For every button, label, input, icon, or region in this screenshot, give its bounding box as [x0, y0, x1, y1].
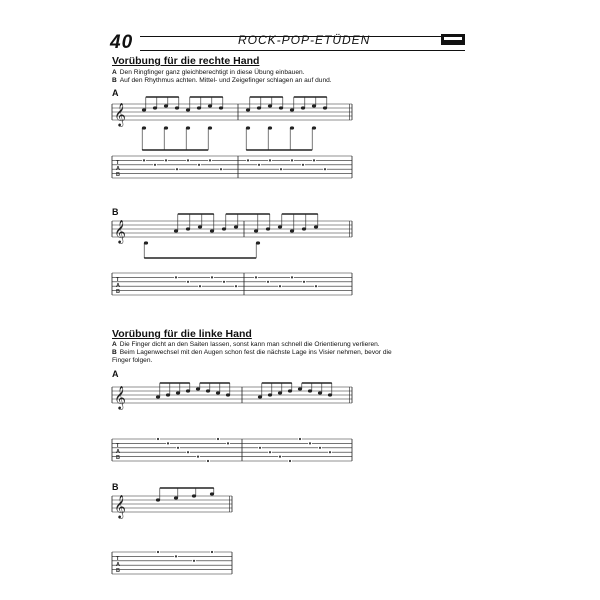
tab-number — [193, 560, 195, 562]
note-head — [290, 229, 294, 232]
note-head — [314, 225, 318, 228]
instruction-label: A — [112, 341, 117, 348]
note-head — [234, 225, 238, 228]
tab-clef-label: T — [116, 556, 120, 562]
instruction-text: Beim Lagenwechsel mit den Augen schon fest die nächste Lage ins Visier nehmen, bevor die — [119, 349, 392, 357]
note-head — [176, 391, 180, 394]
note-head — [279, 106, 283, 109]
tab-number — [211, 276, 213, 278]
section-title-left-hand: Vorübung für die linke Hand — [112, 328, 252, 340]
instruction-label: A — [112, 69, 117, 76]
tab-number — [255, 276, 257, 278]
note-head — [290, 108, 294, 111]
tab-number — [235, 285, 237, 287]
note-head — [268, 126, 272, 129]
tab-number — [227, 442, 229, 444]
tab-number — [309, 442, 311, 444]
note-head — [328, 393, 332, 396]
tab-number — [157, 551, 159, 553]
note-head — [164, 126, 168, 129]
tab-clef-label: T — [116, 160, 120, 166]
tab-number — [220, 168, 222, 170]
note-head — [142, 108, 146, 111]
tab-number — [289, 460, 291, 462]
note-head — [278, 391, 282, 394]
note-head — [186, 108, 190, 111]
note-head — [206, 389, 210, 392]
example-label: B — [112, 207, 119, 217]
note-head — [186, 227, 190, 230]
instruction-text: Den Ringfinger ganz gleichberechtigt in diese Übung einbauen. — [119, 69, 305, 76]
note-head — [254, 229, 258, 232]
tab-number — [302, 164, 304, 166]
note-head — [312, 126, 316, 129]
note-head — [246, 126, 250, 129]
tab-clef-label: B — [116, 455, 120, 461]
note-head — [298, 387, 302, 390]
note-head — [196, 387, 200, 390]
note-head — [208, 104, 212, 107]
tab-number — [187, 451, 189, 453]
tab-clef-label: A — [116, 449, 120, 455]
note-head — [142, 126, 146, 129]
tab-number — [217, 438, 219, 440]
note-head — [268, 393, 272, 396]
note-head — [175, 106, 179, 109]
note-head — [216, 391, 220, 394]
tab-number — [198, 164, 200, 166]
note-head — [192, 494, 196, 497]
note-head — [302, 227, 306, 230]
treble-clef-icon: 𝄞 — [114, 387, 126, 409]
tab-number — [199, 285, 201, 287]
instruction-text: Finger folgen. — [112, 357, 153, 365]
note-head — [156, 498, 160, 501]
tab-number — [187, 281, 189, 283]
tab-clef-label: B — [116, 172, 120, 178]
note-head — [164, 104, 168, 107]
tab-number — [258, 164, 260, 166]
tab-number — [175, 276, 177, 278]
tab-number — [209, 159, 211, 161]
treble-clef-icon: 𝄞 — [114, 221, 126, 243]
treble-clef-icon: 𝄞 — [114, 104, 126, 126]
tab-number — [313, 159, 315, 161]
tab-number — [291, 276, 293, 278]
note-head — [174, 496, 178, 499]
note-head — [153, 106, 157, 109]
note-head — [266, 227, 270, 230]
tab-number — [143, 159, 145, 161]
note-head — [256, 241, 260, 244]
treble-clef-icon: 𝄞 — [114, 496, 126, 518]
tab-number — [247, 159, 249, 161]
tab-number — [324, 168, 326, 170]
tab-clef-label: B — [116, 289, 120, 295]
tab-number — [280, 168, 282, 170]
example-label: A — [112, 369, 119, 379]
example-label: B — [112, 482, 119, 492]
tab-number — [269, 159, 271, 161]
note-head — [166, 393, 170, 396]
note-head — [278, 225, 282, 228]
note-head — [318, 391, 322, 394]
tab-number — [154, 164, 156, 166]
tab-number — [165, 159, 167, 161]
note-head — [290, 126, 294, 129]
note-head — [301, 106, 305, 109]
tab-number — [291, 159, 293, 161]
note-head — [174, 229, 178, 232]
tab-number — [176, 168, 178, 170]
tab-number — [177, 447, 179, 449]
tab-number — [279, 285, 281, 287]
tab-clef-label: A — [116, 166, 120, 172]
tab-number — [303, 281, 305, 283]
tab-number — [259, 447, 261, 449]
header-title: ROCK-POP-ETÜDEN — [238, 33, 371, 47]
tab-clef-label: A — [116, 283, 120, 289]
note-head — [144, 241, 148, 244]
note-head — [197, 106, 201, 109]
note-head — [156, 395, 160, 398]
note-head — [210, 229, 214, 232]
note-head — [222, 227, 226, 230]
tab-number — [175, 555, 177, 557]
tab-number — [187, 159, 189, 161]
tab-clef-label: T — [116, 443, 120, 449]
note-head — [257, 106, 261, 109]
note-head — [312, 104, 316, 107]
tab-number — [267, 281, 269, 283]
note-head — [186, 389, 190, 392]
instruction-text: Die Finger dicht an den Saiten lassen, sonst kann man schnell die Orientierung verlieren. — [119, 341, 380, 348]
tab-number — [207, 460, 209, 462]
note-head — [288, 389, 292, 392]
tab-number — [315, 285, 317, 287]
instruction-label: B — [112, 349, 117, 357]
page-number: 40 — [110, 32, 134, 53]
note-head — [226, 393, 230, 396]
tab-clef-label: T — [116, 277, 120, 283]
tab-number — [269, 451, 271, 453]
note-head — [198, 225, 202, 228]
note-head — [258, 395, 262, 398]
tab-number — [279, 456, 281, 458]
instruction-label: B — [112, 77, 117, 85]
note-head — [246, 108, 250, 111]
tab-number — [157, 438, 159, 440]
tab-number — [223, 281, 225, 283]
example-label: A — [112, 88, 119, 98]
note-head — [308, 389, 312, 392]
note-head — [219, 106, 223, 109]
section-title-right-hand: Vorübung für die rechte Hand — [112, 55, 260, 67]
note-head — [268, 104, 272, 107]
tab-number — [329, 451, 331, 453]
note-head — [323, 106, 327, 109]
tab-clef-label: A — [116, 562, 120, 568]
tab-number — [211, 551, 213, 553]
instruction-text: Auf den Rhythmus achten. Mittel- und Zeigefinger schlagen an auf dund. — [119, 77, 332, 85]
note-head — [186, 126, 190, 129]
note-head — [208, 126, 212, 129]
tab-number — [197, 456, 199, 458]
tab-clef-label: B — [116, 568, 120, 574]
tab-number — [299, 438, 301, 440]
tab-number — [167, 442, 169, 444]
tab-number — [319, 447, 321, 449]
note-head — [210, 492, 214, 495]
